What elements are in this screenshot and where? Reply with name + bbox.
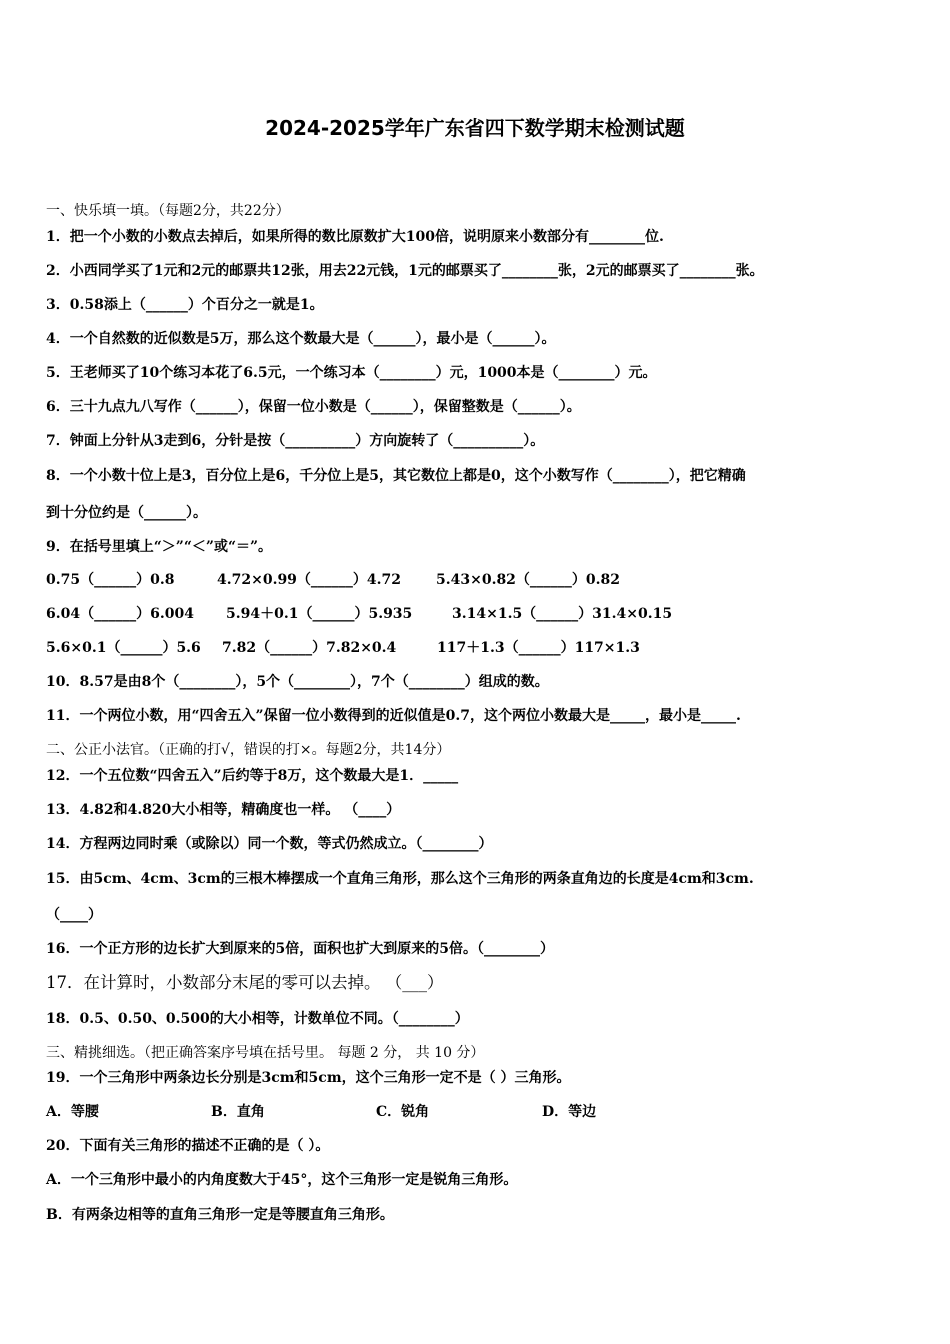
- question-13: 13．4.82和4.820大小相等，精确度也一样。 （____）: [46, 802, 401, 818]
- option-c: C．锐角: [376, 1104, 430, 1120]
- question-20-option-b: B．有两条边相等的直角三角形一定是等腰直角三角形。: [46, 1207, 394, 1223]
- question-4: 4．一个自然数的近似数是5万，那么这个数最大是（______），最小是（______）。: [46, 331, 556, 347]
- question-7: 7．钟面上分针从3走到6，分针是按（__________）方向旋转了（__________）。: [46, 433, 545, 449]
- comparison-item: 117＋1.3（______）117×1.3: [437, 640, 640, 656]
- question-14: 14．方程两边同时乘（或除以）同一个数，等式仍然成立。（________）: [46, 836, 493, 852]
- question-15-line-2: （____）: [46, 907, 102, 923]
- section-2-heading: 二、公正小法官。（正确的打√，错误的打×。每题2分，共14分）: [46, 742, 451, 758]
- question-12: 12．一个五位数“四舍五入”后约等于8万，这个数最大是1．_____: [46, 768, 459, 784]
- question-8-line-2: 到十分位约是（______）。: [46, 505, 207, 521]
- section-3-heading: 三、精挑细选。（把正确答案序号填在括号里。 每题 2 分， 共 10 分）: [46, 1045, 485, 1061]
- question-9: 9．在括号里填上“＞”“＜”或“＝”。: [46, 539, 273, 555]
- comparison-item: 6.04（______）6.004: [46, 606, 194, 622]
- question-16: 16．一个正方形的边长扩大到原来的5倍，面积也扩大到原来的5倍。（________）: [46, 941, 554, 957]
- section-1-heading: 一、快乐填一填。（每题2分，共22分）: [46, 203, 290, 219]
- option-b: B．直角: [211, 1104, 265, 1120]
- comparison-item: 3.14×1.5（______）31.4×0.15: [452, 606, 673, 622]
- comparison-item: 5.6×0.1（______）5.6: [46, 640, 201, 656]
- comparison-item: 5.43×0.82（______）0.82: [436, 572, 621, 588]
- question-5: 5．王老师买了10个练习本花了6.5元，一个练习本（________）元，1000本是（________）元。: [46, 365, 657, 381]
- question-3: 3．0.58添上（______）个百分之一就是1。: [46, 297, 324, 313]
- question-2: 2．小西同学买了1元和2元的邮票共12张，用去22元钱，1元的邮票买了________张，2元的邮票买了________张。: [46, 263, 764, 279]
- question-15-line-1: 15．由5cm、4cm、3cm的三根木棒摆成一个直角三角形，那么这个三角形的两条直角边的长度是4cm和3cm.: [46, 871, 754, 887]
- question-11: 11．一个两位小数，用“四舍五入”保留一位小数得到的近似值是0.7，这个两位小数最大是_____，最小是_____.: [46, 708, 741, 724]
- comparison-item: 0.75（______）0.8: [46, 572, 175, 588]
- question-19: 19．一个三角形中两条边长分别是3cm和5cm，这个三角形一定不是（ ）三角形。: [46, 1070, 571, 1086]
- comparison-item: 5.94＋0.1（______）5.935: [226, 606, 413, 622]
- question-17: 17．在计算时，小数部分末尾的零可以去掉。 （___）: [46, 973, 444, 992]
- comparison-item: 4.72×0.99（______）4.72: [217, 572, 402, 588]
- question-10: 10．8.57是由8个（________），5个（________），7个（________）组成的数。: [46, 674, 549, 690]
- question-6: 6．三十九点九八写作（______），保留一位小数是（______），保留整数是（______）。: [46, 399, 581, 415]
- comparison-item: 7.82（______）7.82×0.4: [222, 640, 397, 656]
- option-a: A．等腰: [46, 1104, 99, 1120]
- question-1: 1．把一个小数的小数点去掉后，如果所得的数比原数扩大100倍，说明原来小数部分有________位.: [46, 229, 664, 245]
- option-d: D．等边: [542, 1104, 597, 1120]
- question-20-option-a: A．一个三角形中最小的内角度数大于45°，这个三角形一定是锐角三角形。: [46, 1172, 518, 1188]
- question-8-line-1: 8．一个小数十位上是3，百分位上是6，千分位上是5，其它数位上都是0，这个小数写作（________），把它精确: [46, 468, 746, 484]
- question-20: 20．下面有关三角形的描述不正确的是（ ）。: [46, 1138, 330, 1154]
- question-18: 18．0.5、0.50、0.500的大小相等，计数单位不同。（________）: [46, 1011, 469, 1027]
- page-title: 2024-2025学年广东省四下数学期末检测试题: [265, 116, 685, 140]
